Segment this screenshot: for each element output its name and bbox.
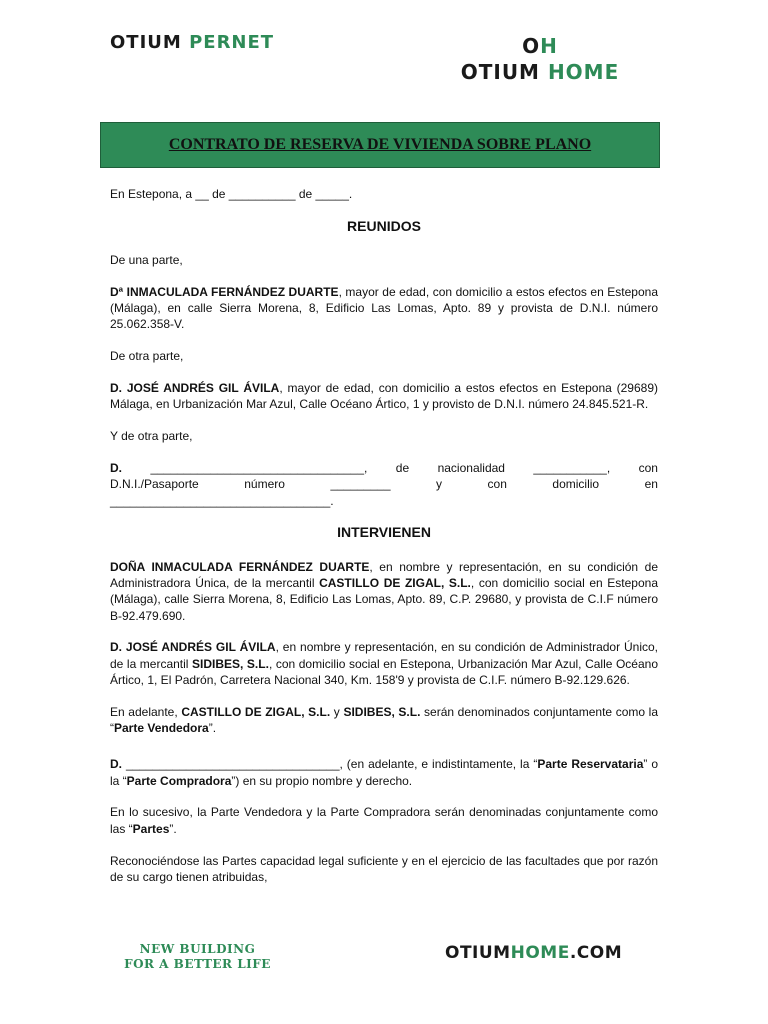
paragraph-capacidad-legal: Reconociéndose las Partes capacidad legal suficiente y en el ejercicio de las facultades que por razón de su cargo tienen atribuidas, [110, 853, 658, 884]
logo-otium-text: OTIUM [110, 32, 190, 53]
paragraph-partes: En lo sucesivo, la Parte Vendedora y la Parte Compradora serán denominadas conjuntamente como las “Partes”. [110, 805, 658, 836]
party-1-name: Dª INMACULADA FERNÁNDEZ DUARTE [110, 284, 339, 299]
party-3-line-3: _________________________________. [110, 493, 334, 508]
heading-intervienen: INTERVIENEN [337, 524, 431, 541]
paragraph-intervenor-1: DOÑA INMACULADA FERNÁNDEZ DUARTE, en nombre y representación, en su condición de Administradora Única, de la mercantil CASTILLO DE ZIGAL, S.L., con domicilio social en Estepona (Málaga), calle Sierra Morena, 8, Edificio Las Lomas, Apto. 89, C.P. 29680, y provista de C.I.F número B-92.479.690. [110, 559, 658, 623]
paragraph-party-3 [110, 460, 658, 509]
footer-slogan: NEW BUILDING FOR A BETTER LIFE [124, 942, 271, 971]
contract-body [110, 186, 658, 901]
paragraph-parte-compradora: D. ________________________________, (en adelante, e indistintamente, la “Parte Reservataria” o la “Parte Compradora”) en su propio nombre y derecho. [110, 757, 658, 788]
oh-monogram: OH [522, 34, 558, 58]
heading-reunidos: REUNIDOS [347, 217, 421, 234]
date-line: En Estepona, a __ de __________ de _____. [110, 187, 353, 201]
logo-pernet-text: PERNET [189, 32, 275, 53]
paragraph-intervenor-2: D. JOSÉ ANDRÉS GIL ÁVILA, en nombre y representación, en su condición de Administrador Único, de la mercantil SIDIBES, S.L., con domicilio social en Estepona, Urbanización Mar Azul, Calle Océano Ártico, 1, El Padrón, Carretera Nacional 340, Km. 158'9 y provista de C.I.F. número B-92.129.626. [110, 640, 658, 687]
paragraph-una-parte: De una parte, [110, 253, 183, 268]
party-3-line-2: D.N.I./Pasaporte número _________ y con domicilio en [110, 477, 658, 492]
otium-home-logo [440, 34, 640, 84]
paragraph-y-otra-parte: Y de otra parte, [110, 429, 193, 444]
paragraph-otra-parte: De otra parte, [110, 349, 184, 364]
document-title-banner [100, 122, 660, 168]
paragraph-party-1: Dª INMACULADA FERNÁNDEZ DUARTE, mayor de edad, con domicilio a estos efectos en Estepona (Málaga), en calle Sierra Morena, 8, Edificio Las Lomas, Apto. 89 y provista de D.N.I. número 25.062.358-V. [110, 284, 658, 332]
document-title: CONTRATO DE RESERVA DE VIVIENDA SOBRE PLANO [168, 136, 592, 153]
otium-home-wordmark: OTIUM HOME [460, 60, 620, 84]
otium-pernet-logo [110, 32, 274, 53]
paragraph-party-2: D. JOSÉ ANDRÉS GIL ÁVILA, mayor de edad, con domicilio a estos efectos en Estepona (29689) Málaga, en Urbanización Mar Azul, Calle Océano Ártico, 1 y provisto de D.N.I. número 24.845.521-R. [110, 381, 659, 412]
paragraph-parte-vendedora: En adelante, CASTILLO DE ZIGAL, S.L. y SIDIBES, S.L. serán denominados conjuntamente como la “Parte Vendedora”. [110, 704, 659, 736]
party-3-line-1: D. ________________________________, de nacionalidad ___________, con [110, 460, 658, 475]
footer-website: OTIUMHOME.COM [445, 943, 623, 963]
party-2-name: D. JOSÉ ANDRÉS GIL ÁVILA [110, 381, 280, 396]
